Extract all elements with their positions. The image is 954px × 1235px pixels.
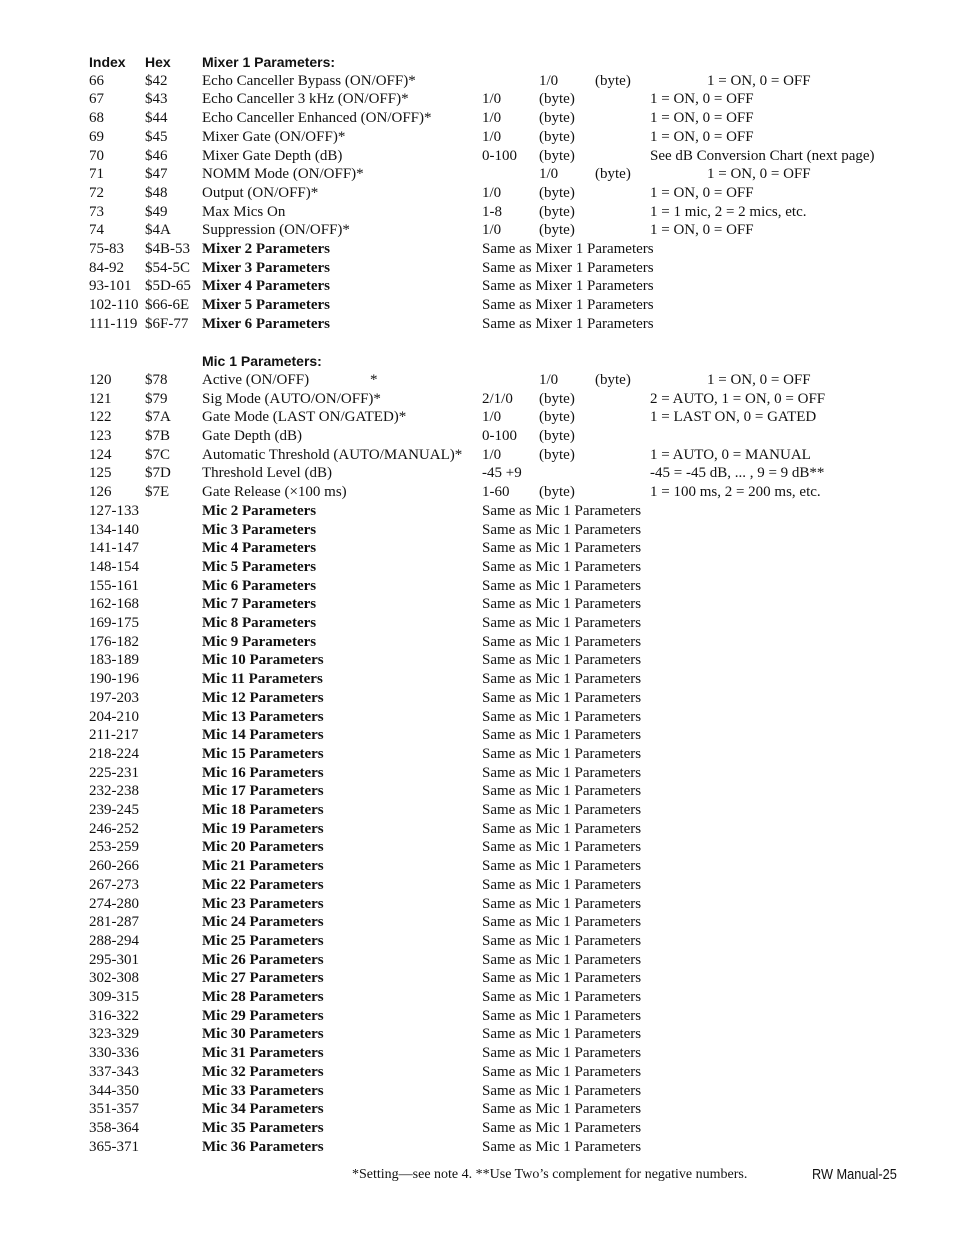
index-cell: 111-119 xyxy=(89,315,138,332)
hex-cell: $4B-53 xyxy=(145,241,190,257)
index-cell: 69 xyxy=(89,128,104,145)
same-as-note: Same as Mic 1 Parameters xyxy=(482,652,642,669)
parameter-group-name: Mic 25 Parameters xyxy=(202,932,324,949)
value-note: See dB Conversion Chart (next page) xyxy=(650,147,875,164)
index-cell: 75-83 xyxy=(89,241,124,257)
index-cell: 239-245 xyxy=(89,802,139,818)
parameter-group-name: Mic 23 Parameters xyxy=(202,895,324,912)
parameter-group-name: Mic 6 Parameters xyxy=(202,577,317,594)
parameter-group-name: Mic 8 Parameters xyxy=(202,615,317,631)
parameter-group-name: Mic 14 Parameters xyxy=(202,727,324,744)
index-cell: 316-322 xyxy=(89,1007,139,1024)
table-row xyxy=(0,371,954,390)
same-as-note: Same as Mic 1 Parameters xyxy=(482,671,642,688)
hex-cell: $47 xyxy=(145,166,168,183)
table-row xyxy=(0,203,954,222)
same-as-note: Same as Mixer 1 Parameters xyxy=(482,297,654,314)
index-cell: 295-301 xyxy=(89,951,139,968)
table-row xyxy=(0,745,954,764)
same-as-note: Same as Mic 1 Parameters xyxy=(482,521,642,538)
same-as-note: Same as Mic 1 Parameters xyxy=(482,1007,642,1024)
parameter-group-name: Mixer 5 Parameters xyxy=(202,297,330,314)
index-cell: 162-168 xyxy=(89,596,139,613)
range-cell: 1/0 xyxy=(482,110,502,127)
table-row xyxy=(0,408,954,427)
table-row xyxy=(0,147,954,166)
table-row xyxy=(0,782,954,801)
same-as-note: Same as Mic 1 Parameters xyxy=(482,764,642,781)
range-cell: 1/0 xyxy=(482,222,502,239)
value-note: 1 = ON, 0 = OFF xyxy=(707,166,811,183)
hex-cell: $5D-65 xyxy=(145,278,191,295)
hex-cell: $7C xyxy=(145,446,171,463)
table-row xyxy=(0,633,954,652)
table-row xyxy=(0,670,954,689)
parameter-group-name: Mic 22 Parameters xyxy=(202,876,324,893)
index-cell: 190-196 xyxy=(89,671,139,688)
range-cell: 0-100 xyxy=(482,428,517,444)
same-as-note: Same as Mic 1 Parameters xyxy=(482,1026,642,1043)
table-row xyxy=(0,221,954,240)
same-as-note: Same as Mic 1 Parameters xyxy=(482,1045,642,1062)
range-cell: 1/0 xyxy=(482,91,502,108)
parameter-name: NOMM Mode (ON/OFF)* xyxy=(202,166,364,183)
parameter-name: Gate Mode (LAST ON/GATED)* xyxy=(202,409,407,426)
parameter-group-name: Mic 24 Parameters xyxy=(202,914,324,931)
range-cell: -45 +9 xyxy=(482,465,522,482)
parameter-group-name: Mixer 6 Parameters xyxy=(202,315,330,332)
index-cell: 66 xyxy=(89,72,104,89)
parameter-name: Sig Mode (AUTO/ON/OFF)* xyxy=(202,390,381,407)
index-cell: 246-252 xyxy=(89,820,139,837)
table-row xyxy=(0,708,954,727)
parameter-group-name: Mic 36 Parameters xyxy=(202,1138,324,1155)
table-row xyxy=(0,259,954,278)
range-cell: 1/0 xyxy=(539,166,559,183)
table-row xyxy=(0,820,954,839)
index-cell: 120 xyxy=(89,371,112,388)
value-note: 1 = 100 ms, 2 = 200 ms, etc. xyxy=(650,484,821,501)
table-row xyxy=(0,1044,954,1063)
hex-cell: $46 xyxy=(145,147,168,164)
hex-cell: $45 xyxy=(145,128,168,145)
table-row xyxy=(0,913,954,932)
table-row xyxy=(0,614,954,633)
same-as-note: Same as Mixer 1 Parameters xyxy=(482,315,654,332)
index-cell: 68 xyxy=(89,110,104,127)
value-note: 1 = ON, 0 = OFF xyxy=(650,110,754,127)
type-cell: (byte) xyxy=(595,72,631,89)
range-cell: 1-8 xyxy=(482,203,502,220)
table-row xyxy=(0,651,954,670)
parameter-group-name: Mic 12 Parameters xyxy=(202,689,324,706)
index-cell: 288-294 xyxy=(89,932,139,949)
mic1-section-title: Mic 1 Parameters: xyxy=(202,353,322,370)
index-cell: 123 xyxy=(89,428,112,444)
hex-cell: $54-5C xyxy=(145,259,190,276)
table-row xyxy=(0,988,954,1007)
index-cell: 71 xyxy=(89,166,104,183)
value-note: 1 = ON, 0 = OFF xyxy=(650,222,754,239)
table-row xyxy=(0,764,954,783)
value-note: 1 = ON, 0 = OFF xyxy=(707,72,811,89)
index-cell: 125 xyxy=(89,465,112,482)
index-cell: 218-224 xyxy=(89,745,139,762)
hex-cell: $44 xyxy=(145,110,168,127)
table-row xyxy=(0,1082,954,1101)
hex-cell: $7D xyxy=(145,465,171,482)
hex-cell: $66-6E xyxy=(145,297,190,314)
index-cell: 260-266 xyxy=(89,858,139,875)
type-cell: (byte) xyxy=(539,446,575,463)
table-row xyxy=(0,801,954,820)
index-cell: 102-110 xyxy=(89,297,139,314)
index-cell: 225-231 xyxy=(89,764,139,781)
parameter-group-name: Mic 20 Parameters xyxy=(202,839,324,856)
value-note: 2 = AUTO, 1 = ON, 0 = OFF xyxy=(650,390,826,407)
range-cell: 1/0 xyxy=(539,371,559,388)
index-header: Index xyxy=(89,54,126,70)
table-row xyxy=(0,577,954,596)
same-as-note: Same as Mic 1 Parameters xyxy=(482,783,642,800)
parameter-group-name: Mic 11 Parameters xyxy=(202,671,323,688)
table-row xyxy=(0,1138,954,1157)
mixer1-section-title: Mixer 1 Parameters: xyxy=(202,54,336,70)
table-row xyxy=(0,446,954,465)
value-note: 1 = ON, 0 = OFF xyxy=(650,91,754,108)
index-cell: 302-308 xyxy=(89,970,139,987)
same-as-note: Same as Mic 1 Parameters xyxy=(482,502,642,519)
parameter-group-name: Mic 21 Parameters xyxy=(202,858,324,875)
table-row xyxy=(0,726,954,745)
table-row xyxy=(0,876,954,895)
type-cell: (byte) xyxy=(539,91,575,108)
type-cell: (byte) xyxy=(539,222,575,239)
same-as-note: Same as Mic 1 Parameters xyxy=(482,1119,642,1136)
hex-cell: $78 xyxy=(145,371,168,388)
index-cell: 155-161 xyxy=(89,577,139,594)
parameter-group-name: Mixer 2 Parameters xyxy=(202,241,330,257)
table-row xyxy=(0,521,954,540)
index-cell: 351-357 xyxy=(89,1101,139,1118)
index-cell: 267-273 xyxy=(89,876,139,893)
parameter-group-name: Mixer 3 Parameters xyxy=(202,259,330,276)
same-as-note: Same as Mic 1 Parameters xyxy=(482,745,642,762)
parameter-group-name: Mic 13 Parameters xyxy=(202,708,324,725)
same-as-note: Same as Mic 1 Parameters xyxy=(482,932,642,949)
parameter-name: Echo Canceller Bypass (ON/OFF)* xyxy=(202,72,416,89)
parameter-group-name: Mic 15 Parameters xyxy=(202,745,324,762)
hex-cell: $4A xyxy=(145,222,171,239)
index-cell: 169-175 xyxy=(89,615,139,631)
table-row xyxy=(0,128,954,147)
same-as-note: Same as Mic 1 Parameters xyxy=(482,895,642,912)
type-cell: (byte) xyxy=(539,484,575,501)
value-note: 1 = AUTO, 0 = MANUAL xyxy=(650,446,811,463)
table-row xyxy=(0,427,954,446)
type-cell: (byte) xyxy=(539,203,575,220)
index-cell: 93-101 xyxy=(89,278,132,295)
same-as-note: Same as Mic 1 Parameters xyxy=(482,970,642,987)
value-note: 1 = LAST ON, 0 = GATED xyxy=(650,409,817,426)
index-cell: 70 xyxy=(89,147,104,164)
index-cell: 337-343 xyxy=(89,1063,139,1080)
same-as-note: Same as Mic 1 Parameters xyxy=(482,689,642,706)
parameter-group-name: Mic 19 Parameters xyxy=(202,820,324,837)
table-row xyxy=(0,483,954,502)
index-cell: 183-189 xyxy=(89,652,139,669)
index-cell: 134-140 xyxy=(89,521,139,538)
index-cell: 232-238 xyxy=(89,783,139,800)
hex-cell: $43 xyxy=(145,91,168,108)
mic-section-header xyxy=(0,352,954,371)
table-row xyxy=(0,951,954,970)
table-row xyxy=(0,558,954,577)
value-note: -45 = -45 dB, ... , 9 = 9 dB** xyxy=(650,465,825,482)
index-cell: 124 xyxy=(89,446,112,463)
same-as-note: Same as Mic 1 Parameters xyxy=(482,558,642,575)
index-cell: 148-154 xyxy=(89,558,139,575)
parameter-group-name: Mic 26 Parameters xyxy=(202,951,324,968)
table-header xyxy=(0,53,954,72)
same-as-note: Same as Mic 1 Parameters xyxy=(482,596,642,613)
index-cell: 121 xyxy=(89,390,112,407)
type-cell: (byte) xyxy=(539,110,575,127)
table-row xyxy=(0,1063,954,1082)
same-as-note: Same as Mic 1 Parameters xyxy=(482,914,642,931)
table-row xyxy=(0,969,954,988)
hex-header: Hex xyxy=(145,54,171,70)
type-cell: (byte) xyxy=(539,390,575,407)
index-cell: 176-182 xyxy=(89,633,139,650)
parameter-group-name: Mic 10 Parameters xyxy=(202,652,324,669)
type-cell: (byte) xyxy=(539,184,575,201)
index-cell: 358-364 xyxy=(89,1119,139,1136)
range-cell: 1/0 xyxy=(482,128,502,145)
hex-cell: $7E xyxy=(145,484,170,501)
index-cell: 72 xyxy=(89,184,104,201)
index-cell: 365-371 xyxy=(89,1138,139,1155)
index-cell: 253-259 xyxy=(89,839,139,856)
same-as-note: Same as Mic 1 Parameters xyxy=(482,1101,642,1118)
range-cell: 1/0 xyxy=(482,409,502,426)
same-as-note: Same as Mic 1 Parameters xyxy=(482,820,642,837)
range-cell: 1/0 xyxy=(482,446,502,463)
table-row xyxy=(0,1100,954,1119)
index-cell: 126 xyxy=(89,484,112,501)
table-row xyxy=(0,165,954,184)
parameter-group-name: Mic 35 Parameters xyxy=(202,1119,324,1136)
table-row xyxy=(0,1119,954,1138)
table-row xyxy=(0,1007,954,1026)
same-as-note: Same as Mic 1 Parameters xyxy=(482,708,642,725)
table-row xyxy=(0,90,954,109)
same-as-note: Same as Mic 1 Parameters xyxy=(482,989,642,1005)
table-row xyxy=(0,502,954,521)
index-cell: 122 xyxy=(89,409,112,426)
parameter-name: Suppression (ON/OFF)* xyxy=(202,222,350,239)
parameter-group-name: Mic 4 Parameters xyxy=(202,540,317,557)
same-as-note: Same as Mixer 1 Parameters xyxy=(482,259,654,276)
type-cell: (byte) xyxy=(595,166,631,183)
table-row xyxy=(0,315,954,334)
same-as-note: Same as Mic 1 Parameters xyxy=(482,951,642,968)
setting-asterisk: * xyxy=(370,371,378,388)
table-row xyxy=(0,838,954,857)
parameter-group-name: Mic 32 Parameters xyxy=(202,1063,324,1080)
index-cell: 141-147 xyxy=(89,540,139,557)
index-cell: 197-203 xyxy=(89,689,139,706)
same-as-note: Same as Mixer 1 Parameters xyxy=(482,241,654,257)
parameter-name: Active (ON/OFF) xyxy=(202,371,310,388)
parameter-group-name: Mic 28 Parameters xyxy=(202,989,324,1005)
same-as-note: Same as Mic 1 Parameters xyxy=(482,615,642,631)
index-cell: 67 xyxy=(89,91,104,108)
type-cell: (byte) xyxy=(539,428,575,444)
range-cell: 1/0 xyxy=(482,184,502,201)
range-cell: 1-60 xyxy=(482,484,510,501)
parameter-group-name: Mic 9 Parameters xyxy=(202,633,317,650)
table-row xyxy=(0,689,954,708)
parameter-group-name: Mic 7 Parameters xyxy=(202,596,317,613)
table-row xyxy=(0,1025,954,1044)
hex-cell: $49 xyxy=(145,203,168,220)
table-row xyxy=(0,390,954,409)
value-note: 1 = ON, 0 = OFF xyxy=(707,371,811,388)
table-row xyxy=(0,857,954,876)
hex-cell: $42 xyxy=(145,72,168,89)
parameter-name: Max Mics On xyxy=(202,203,286,220)
parameter-name: Mixer Gate (ON/OFF)* xyxy=(202,128,346,145)
table-row xyxy=(0,296,954,315)
range-cell: 0-100 xyxy=(482,147,517,164)
index-cell: 274-280 xyxy=(89,895,139,912)
parameter-group-name: Mic 29 Parameters xyxy=(202,1007,324,1024)
index-cell: 309-315 xyxy=(89,989,139,1005)
parameter-name: Automatic Threshold (AUTO/MANUAL)* xyxy=(202,446,463,463)
footnote: *Setting—see note 4. **Use Two’s complement for negative numbers. xyxy=(352,1167,748,1182)
index-cell: 127-133 xyxy=(89,502,139,519)
hex-cell: $7B xyxy=(145,428,171,444)
parameter-group-name: Mixer 4 Parameters xyxy=(202,278,330,295)
same-as-note: Same as Mic 1 Parameters xyxy=(482,802,642,818)
table-row xyxy=(0,539,954,558)
same-as-note: Same as Mic 1 Parameters xyxy=(482,1138,642,1155)
table-row xyxy=(0,277,954,296)
index-cell: 74 xyxy=(89,222,104,239)
same-as-note: Same as Mixer 1 Parameters xyxy=(482,278,654,295)
parameter-name: Mixer Gate Depth (dB) xyxy=(202,147,343,164)
index-cell: 344-350 xyxy=(89,1082,139,1099)
index-cell: 73 xyxy=(89,203,104,220)
same-as-note: Same as Mic 1 Parameters xyxy=(482,858,642,875)
range-cell: 2/1/0 xyxy=(482,390,513,407)
table-row xyxy=(0,240,954,259)
table-row xyxy=(0,464,954,483)
type-cell: (byte) xyxy=(539,147,575,164)
type-cell: (byte) xyxy=(539,409,575,426)
parameter-name: Threshold Level (dB) xyxy=(202,465,332,482)
index-cell: 330-336 xyxy=(89,1045,139,1062)
hex-cell: $48 xyxy=(145,184,168,201)
parameter-group-name: Mic 2 Parameters xyxy=(202,502,317,519)
type-cell: (byte) xyxy=(539,128,575,145)
parameter-group-name: Mic 5 Parameters xyxy=(202,558,317,575)
type-cell: (byte) xyxy=(595,371,631,388)
parameter-group-name: Mic 16 Parameters xyxy=(202,764,324,781)
parameter-name: Echo Canceller 3 kHz (ON/OFF)* xyxy=(202,91,409,108)
parameter-name: Output (ON/OFF)* xyxy=(202,184,319,201)
value-note: 1 = ON, 0 = OFF xyxy=(650,184,754,201)
parameter-group-name: Mic 18 Parameters xyxy=(202,802,324,818)
parameter-group-name: Mic 33 Parameters xyxy=(202,1082,324,1099)
parameter-group-name: Mic 27 Parameters xyxy=(202,970,324,987)
index-cell: 204-210 xyxy=(89,708,139,725)
parameter-group-name: Mic 34 Parameters xyxy=(202,1101,324,1118)
hex-cell: $79 xyxy=(145,390,168,407)
value-note: 1 = 1 mic, 2 = 2 mics, etc. xyxy=(650,203,807,220)
table-row xyxy=(0,184,954,203)
parameter-group-name: Mic 3 Parameters xyxy=(202,521,317,538)
index-cell: 323-329 xyxy=(89,1026,139,1043)
table-row xyxy=(0,895,954,914)
index-cell: 211-217 xyxy=(89,727,139,744)
page-number: RW Manual-25 xyxy=(812,1166,897,1183)
same-as-note: Same as Mic 1 Parameters xyxy=(482,1063,642,1080)
index-cell: 84-92 xyxy=(89,259,124,276)
same-as-note: Same as Mic 1 Parameters xyxy=(482,540,642,557)
same-as-note: Same as Mic 1 Parameters xyxy=(482,876,642,893)
table-row xyxy=(0,109,954,128)
table-row xyxy=(0,595,954,614)
same-as-note: Same as Mic 1 Parameters xyxy=(482,633,642,650)
range-cell: 1/0 xyxy=(539,72,559,89)
same-as-note: Same as Mic 1 Parameters xyxy=(482,727,642,744)
index-cell: 281-287 xyxy=(89,914,139,931)
parameter-name: Echo Canceller Enhanced (ON/OFF)* xyxy=(202,110,432,127)
parameter-name: Gate Release (×100 ms) xyxy=(202,484,347,501)
hex-cell: $6F-77 xyxy=(145,315,189,332)
parameter-name: Gate Depth (dB) xyxy=(202,428,302,444)
same-as-note: Same as Mic 1 Parameters xyxy=(482,839,642,856)
hex-cell: $7A xyxy=(145,409,171,426)
parameter-group-name: Mic 17 Parameters xyxy=(202,783,324,800)
table-row xyxy=(0,932,954,951)
table-row xyxy=(0,72,954,91)
same-as-note: Same as Mic 1 Parameters xyxy=(482,577,642,594)
value-note: 1 = ON, 0 = OFF xyxy=(650,128,754,145)
same-as-note: Same as Mic 1 Parameters xyxy=(482,1082,642,1099)
parameter-group-name: Mic 31 Parameters xyxy=(202,1045,324,1062)
parameter-group-name: Mic 30 Parameters xyxy=(202,1026,324,1043)
